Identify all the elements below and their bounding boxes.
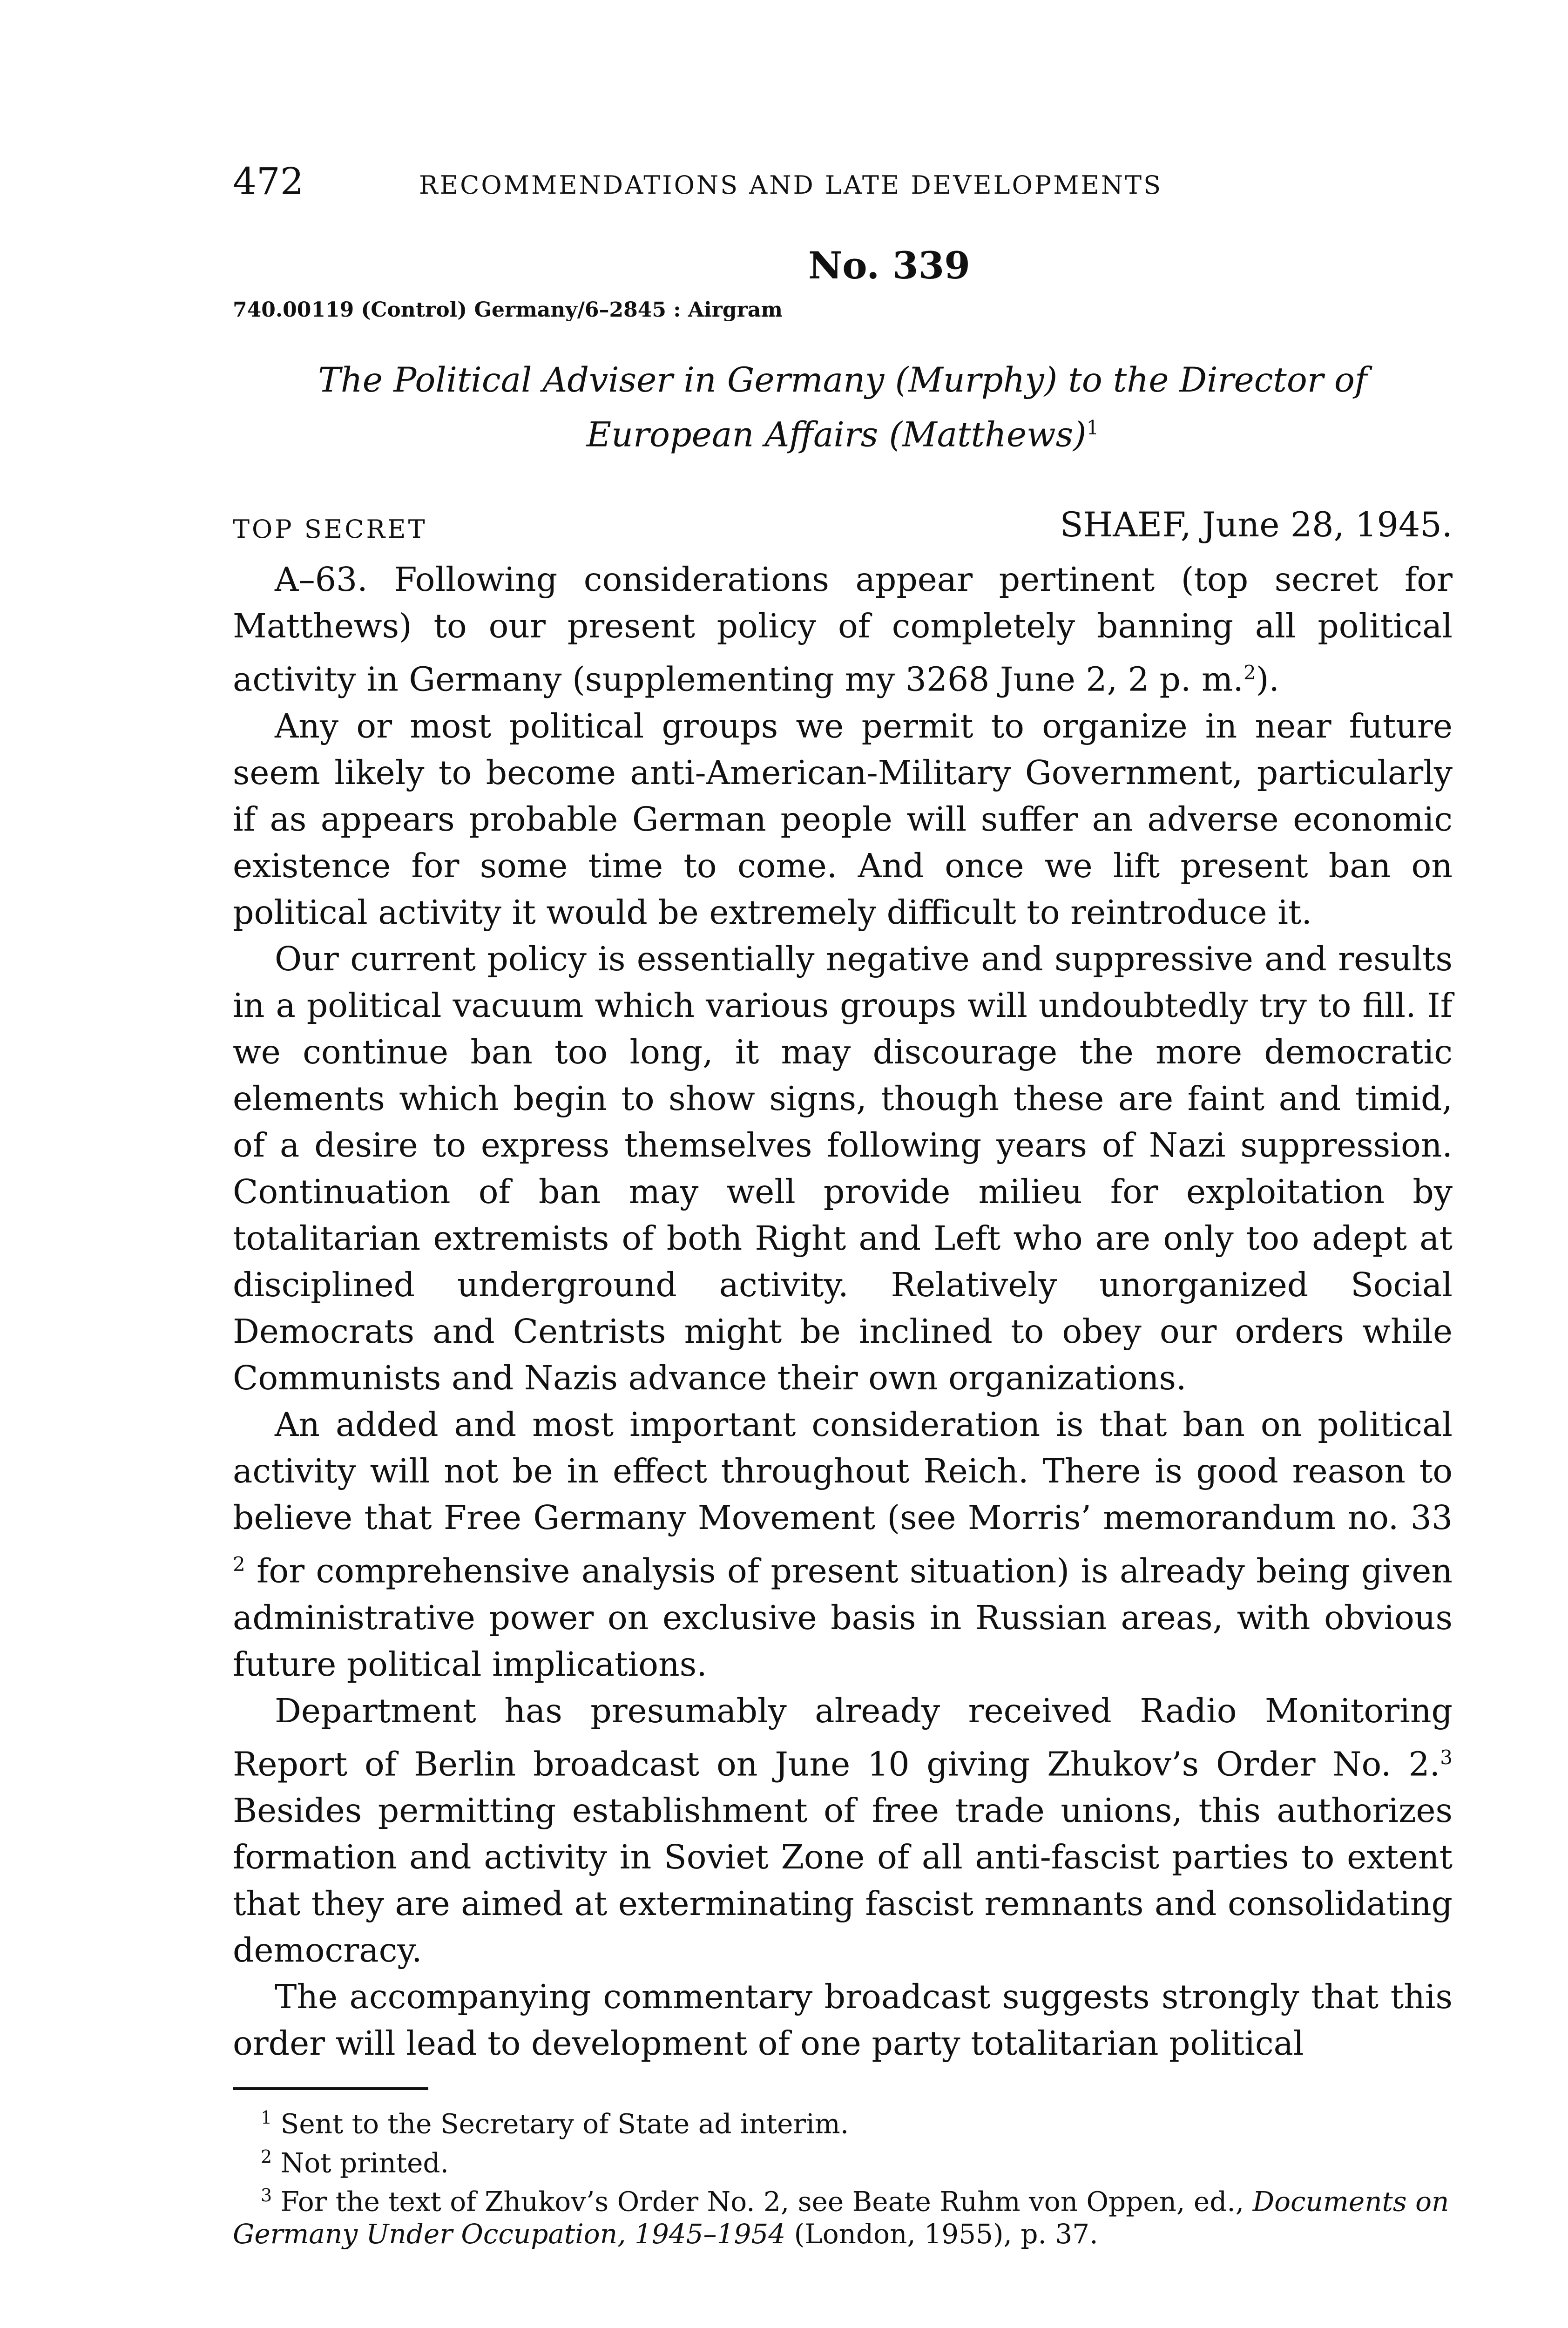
title-footnote-mark: 1	[1086, 416, 1099, 439]
document-title	[233, 357, 1453, 459]
document-page	[233, 158, 1453, 2250]
footnote-2-text: Not printed.	[280, 2146, 449, 2179]
footnote-1-text: Sent to the Secretary of State ad interim.	[280, 2108, 849, 2140]
footnote-1	[233, 2101, 1453, 2140]
classification-label: TOP SECRET	[233, 514, 427, 544]
footnote-ref: 3	[1440, 1746, 1453, 1769]
paragraph-5-text: Department has presumably already received Radio Monitoring Report of Berlin broadcast on June 10 giving Zhukov’s Order No. 2.	[233, 1691, 1453, 1784]
paragraph-4	[233, 1401, 1453, 1688]
footnote-3-text-end: (London, 1955), p. 37.	[785, 2218, 1098, 2250]
footnote-2	[233, 2140, 1453, 2179]
footnote-3-mark: 3	[261, 2185, 272, 2206]
document-title-text: The Political Adviser in Germany (Murphy) to the Director of European Affairs (Matthews)	[318, 360, 1367, 455]
paragraph-1-text: A–63. Following considerations appear pertinent (top secret for Matthews) to our present policy of completely banning all political activity in Germany (supplementing my 3268 June 2, 2 p. m.	[233, 560, 1453, 699]
footnote-divider	[233, 2087, 428, 2090]
dateline: SHAEF, June 28, 1945.	[1060, 505, 1453, 545]
paragraph-2: Any or most political groups we permit to organize in near future seem likely to become anti-American-Military Government, particularly if as appears probable German people will suffer an adverse economic existence for some time to come. And once we lift present ban on political activity it would be extremely difficult to reintroduce it.	[233, 706, 1453, 932]
paragraph-4-text: An added and most important consideration is that ban on political activity will not be in effect throughout Reich. There is good reason to believe that Free Germany Movement (see Morris’ memorandum no. 33	[233, 1405, 1453, 1537]
page-number: 472	[233, 160, 304, 203]
file-reference: 740.00119 (Control) Germany/6–2845 : Airgram	[233, 298, 783, 322]
footnote-3-book-title: Documents on Germany Under Occupation, 1945–1954	[233, 2186, 1449, 2250]
footnote-1-mark: 1	[261, 2107, 272, 2128]
document-number: No. 339	[808, 244, 970, 287]
footnote-3-text: For the text of Zhukov’s Order No. 2, see Beate Ruhm von Oppen, ed.,	[280, 2186, 1253, 2218]
paragraph-5-end: Besides permitting establishment of free trade unions, this authorizes formation and activity in Soviet Zone of all anti-fascist parties to extent that they are aimed at exterminating fascist remnants and consolidating democracy.	[233, 1791, 1453, 1970]
running-head	[233, 158, 1453, 214]
paragraph-3: Our current policy is essentially negative and suppressive and results in a political vacuum which various groups will undoubtedly try to fill. If we continue ban too long, it may discourage the more democratic elements which begin to show signs, though these are faint and timid, of a desire to express themselves following years of Nazi suppression. Continuation of ban may well provide milieu for exploitation by totalitarian extremists of both Right and Left who are only too adept at disciplined underground activity. Relatively unorganized Social Democrats and Centrists might be inclined to obey our orders while Communists and Nazis advance their own organizations.	[233, 939, 1453, 1397]
running-title: RECOMMENDATIONS AND LATE DEVELOPMENTS	[419, 170, 1163, 200]
paragraph-5	[233, 1688, 1453, 1974]
document-body	[233, 556, 1453, 2067]
footnote-ref: 2	[1243, 661, 1256, 684]
footnotes	[233, 2101, 1453, 2250]
footnote-ref: 2	[233, 1552, 245, 1576]
paragraph-1-end: ).	[1256, 660, 1279, 699]
paragraph-1	[233, 556, 1453, 703]
paragraph-4-end: for comprehensive analysis of present situation) is already being given administrative power on exclusive basis in Russian areas, with obvious future political implications.	[233, 1551, 1453, 1684]
paragraph-6: The accompanying commentary broadcast suggests strongly that this order will lead to development of one party totalitarian political	[233, 1977, 1453, 2063]
classification-line	[233, 505, 1453, 556]
footnote-2-mark: 2	[261, 2146, 272, 2167]
footnote-3	[233, 2179, 1453, 2250]
